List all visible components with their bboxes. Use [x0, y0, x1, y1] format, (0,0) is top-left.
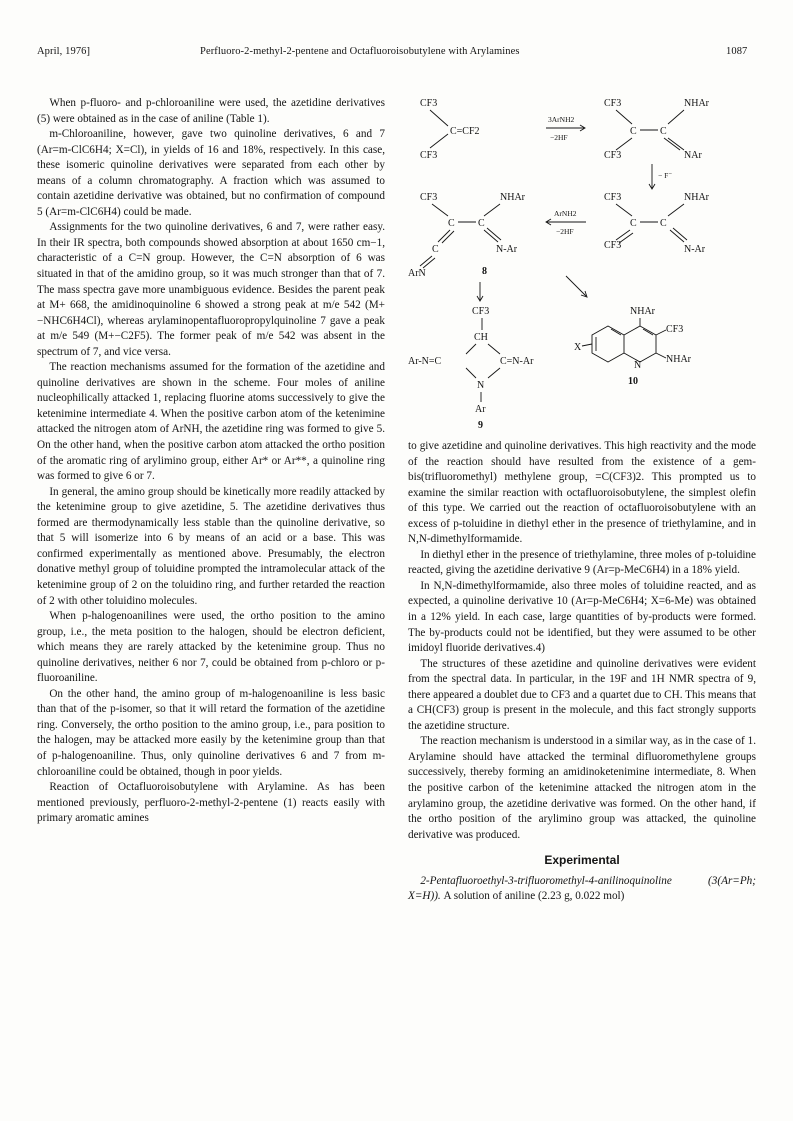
header-page-number: 1087 — [726, 46, 748, 57]
scheme-label: CF3 — [604, 192, 622, 203]
header-date: April, 1976] — [37, 46, 91, 57]
scheme-label: NHAr — [630, 306, 655, 317]
scheme-label: NHAr — [500, 192, 525, 203]
paragraph: The reaction mechanism is understood in a similar way, as in the case of 1. Arylamine should have attacked the terminal difluoromethylene groups successively, thereby forming an amidinoketenimine intermediate, 8. When the positive carbon of the ketenimine attacked the nitrogen atom in the arylamino group, the azetidine derivative was formed. On the other hand, if the ortho position of the arylimino group was attacked, the quinoline derivative was produced. — [408, 735, 756, 841]
paragraph: In general, the amino group should be kinetically more readily attacked by the ketenimine group to give azetidine, 5. The azetidine derivatives thus formed are thermodynamically less stable than the quinoline derivative, so that 5 will isomerize into 6 by means of an acid or a base. This was confirmed experimentally as mentioned above. Presumably, the electron donative methyl group of toluidine prompted the intramolecular attack of the ketenimine group of 2 on the toluidino ring, and further retarded the reaction of 2 with other toluidino molecules. — [37, 485, 385, 607]
scheme-label: ArN — [408, 268, 426, 279]
scheme-label: C — [660, 126, 667, 137]
experimental-text: A solution of aniline (2.23 g, 0.022 mol) — [443, 890, 625, 903]
scheme-label: NHAr — [684, 192, 709, 203]
scheme-label: C — [630, 218, 637, 229]
scheme-label: C — [478, 218, 485, 229]
compound-8-structure — [408, 192, 526, 279]
scheme-label: Ar — [475, 404, 486, 415]
reaction-arrow — [649, 164, 672, 189]
paragraph: Assignments for the two quinoline derivatives, 6 and 7, were rather easy. In their IR spectra, both compounds showed absorption at about 1650 cm−1, characteristic of a C=N group. However, the C=N absorption of 6 was situated in that of the amidino group, so it was much stronger than that of 7. The mass spectra gave more unambiguous evidence. Besides the parent peak at M+ 668, the amidinoquinoline 6 showed a strong peak at m/e 542 (M+−NHC6H4Cl), whereas arylaminopentafluoropropylquinoline 7 gave a peak at m/e 549 (M+−C2F5). The former peak of m/e 542 was absent in the spectrum of 7, and vice versa. — [37, 221, 385, 358]
paragraph: Reaction of Octafluoroisobutylene with Arylamine. As has been mentioned previously, perfluoro-2-methyl-2-pentene (1) reacts easily with primary aromatic amines — [37, 781, 385, 825]
compound-9-structure — [408, 306, 534, 431]
scheme-label: C=N-Ar — [500, 356, 534, 367]
compound-number: 10 — [628, 376, 638, 387]
paragraph: The reaction mechanisms assumed for the formation of the azetidine and quinoline derivatives are shown in the scheme. Four moles of aniline nucleophilically attacked 1, replacing fluorine atoms successively to give the ketenimine intermediate 4. When the positive carbon atom of the ketenimine attacked the nitrogen atom of ArNH, the azetidine ring was formed to give 5. On the other hand, when the positive carbon atom attacked the ortho position of the aromatic ring of arylimino group, either Ar* or Ar**, a quinoline ring was formed to give 6 or 7. — [37, 361, 385, 483]
scheme-label: CF3 — [420, 98, 438, 109]
scheme-label: CF3 — [420, 150, 438, 161]
scheme-label: − F⁻ — [658, 171, 673, 180]
scheme-label: X — [574, 342, 582, 353]
compound-10-structure — [574, 306, 692, 387]
scheme-label: C — [448, 218, 455, 229]
scheme-label: N — [477, 380, 485, 391]
compound-number: 9 — [478, 420, 483, 431]
scheme-label: C — [630, 126, 637, 137]
scheme-label: C — [432, 244, 439, 255]
scheme-label: Ar-N=C — [408, 356, 442, 367]
scheme-label: −2HF — [556, 227, 574, 236]
reaction-arrow — [546, 209, 586, 236]
scheme-label: CF3 — [666, 324, 684, 335]
paragraph: In N,N-dimethylformamide, also three moles of toluidine reacted, and as expected, a quinoline derivative 10 (Ar=p-MeC6H4; X=6-Me) was obtained in a 12% yield. In each case, large quantities of by-products were formed. The by-products could not be identified, but they were assumed to be other imidoyl fluoride derivatives.4) — [408, 579, 756, 655]
compound-number: 8 — [482, 266, 487, 277]
reaction-arrow — [546, 115, 585, 142]
scheme-label: NHAr — [684, 98, 709, 109]
scheme-label: CF3 — [472, 306, 490, 317]
scheme-label: NAr — [684, 150, 702, 161]
left-column — [37, 96, 385, 827]
paragraph: On the other hand, the amino group of m-halogenoaniline is less basic than that of the p-isomer, so that it will retard the formation of the azetidine ring. Conversely, the ortho position to the amino group, i.e., para position to the halogen, may be attacked more easily by the ketenimine group than that of p-halogenoaniline. Thus, only quinoline derivatives 6 and 7 from m-chloroaniline could be obtained, though in poor yields. — [37, 687, 385, 778]
scheme-label: −2HF — [550, 133, 568, 142]
fluoro-intermediate-structure — [604, 192, 710, 255]
paragraph: m-Chloroaniline, however, gave two quinoline derivatives, 6 and 7 (Ar=m-ClC6H4; X=Cl), in yields of 16 and 18%, respectively. In this case, these isomeric quinoline derivatives were separated from each other by means of a column chromatography. A fraction which was assumed to contain azetidine derivative was obtained, but no confirmation of compound 5 (Ar=m-ClC6H4) could be made. — [37, 128, 385, 218]
scheme-label: CF3 — [604, 240, 622, 251]
scheme-label: C — [660, 218, 667, 229]
header-title: Perfluoro-2-methyl-2-pentene and Octafluoroisobutylene with Arylamines — [200, 46, 520, 57]
paragraph: When p-halogenoanilines were used, the ortho position to the amino group, i.e., the meta position to the halogen, should be electron deficient, which means they are rarely attacked by the ketenimine group. Thus no quinoline derivatives, neither 6 nor 7, could be obtained from p-chloro or p-fluoroaniline. — [37, 610, 385, 685]
compound-subheading — [408, 874, 756, 905]
scheme-label: CH — [474, 332, 488, 343]
scheme-label: N-Ar — [496, 244, 518, 255]
scheme-label: 3ArNH2 — [548, 115, 575, 124]
scheme-label: CF3 — [604, 98, 622, 109]
section-heading-experimental: Experimental — [544, 853, 620, 868]
octafluoroisobutylene-structure — [420, 98, 480, 161]
imidoyl-intermediate-structure — [604, 98, 710, 161]
paragraph: to give azetidine and quinoline derivatives. This high reactivity and the mode of the reaction should have resulted from the existence of a gem-bis(trifluoromethyl) methylene group, =C(CF3)2. This prompted us to examine the similar reaction with octafluoroisobutylene, the simplest olefin of this type. We carried out the reaction of octafluoroisobutylene with an excess of p-toluidine in diethyl ether in the presence of triethylamine, and in N,N-dimethylformamide. — [408, 440, 756, 546]
scheme-label: CF3 — [420, 192, 438, 203]
paragraph: When p-fluoro- and p-chloroaniline were used, the azetidine derivatives (5) were obtained as in the case of aniline (Table 1). — [37, 97, 385, 125]
scheme-label: N-Ar — [684, 244, 706, 255]
scheme-label: CF3 — [604, 150, 622, 161]
paragraph: In diethyl ether in the presence of triethylamine, three moles of p-toluidine reacted, giving the azetidine derivative 9 (Ar=p-MeC6H4) in a 18% yield. — [408, 548, 756, 577]
scheme-label: NHAr — [666, 354, 691, 365]
scheme-label: C=CF2 — [450, 126, 480, 137]
reaction-scheme — [408, 88, 720, 433]
scheme-label: N — [634, 360, 642, 371]
compound-subtitle: 2-Pentafluoroethyl-3-trifluoromethyl-4-anilinoquinoline (3(Ar=Ph; X=H)). — [408, 874, 756, 903]
paragraph: The structures of these azetidine and quinoline derivatives were evident from the spectral data. In particular, in the 19F and 1H NMR spectra of 9, there appeared a doublet due to CF3 and a quartet due to CH. This means that a CH(CF3) group is present in the molecule, and this fact strongly supports the azetidine structure. — [408, 657, 756, 732]
right-column — [408, 439, 756, 905]
scheme-label: ArNH2 — [554, 209, 577, 218]
